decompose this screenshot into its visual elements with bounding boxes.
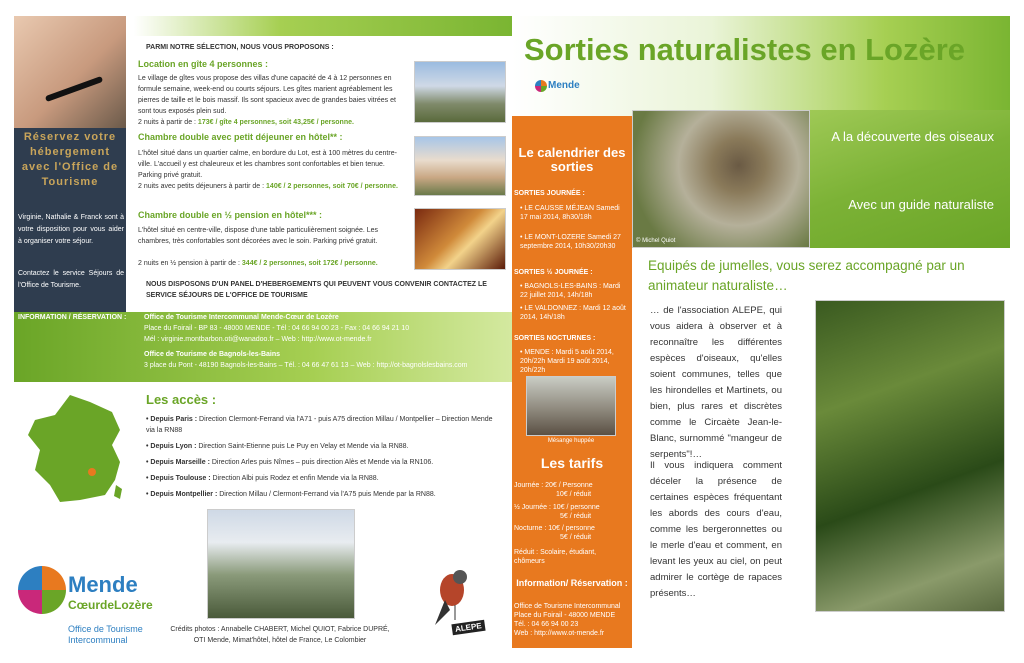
hotel2-photo (414, 136, 506, 196)
cal-journee: SORTIES JOURNÉE : (514, 190, 585, 197)
acces-item: • Depuis Toulouse : Direction Albi puis Rodez et enfin Mende via la RN88. (146, 475, 379, 482)
agent-photo (14, 16, 126, 128)
france-map (20, 390, 132, 510)
gite-photo (414, 61, 506, 123)
tarif-r1b: 10€ / réduit (556, 491, 592, 498)
selection-heading: PARMI NOTRE SÉLECTION, NOUS VOUS PROPOSONS : (146, 44, 334, 51)
gite-title: Location en gîte 4 personnes : (138, 59, 269, 69)
info-label: INFORMATION / RÉSERVATION : (18, 314, 127, 321)
hotel3-title: Chambre double en ½ pension en hôtel*** : (138, 210, 323, 220)
reserve-title: Réservez votre hébergement avec l'Office de Tourisme (21, 131, 119, 188)
tarif-reduit: Réduit : Scolaire, étudiant, chômeurs (514, 549, 597, 565)
alepe-label: ALEPE (451, 620, 485, 635)
tarif-i4: Web : http://www.ot-mende.fr (514, 630, 605, 637)
contact-text: Contactez le service Séjours de l'Office de Tourisme. (18, 270, 124, 289)
logo-coeur: CœurdeLozère (68, 598, 153, 612)
tarif-i2: Place du Foirail - 48000 MENDE (514, 612, 616, 619)
logo-icon (18, 566, 66, 614)
calendar-title: Le calendrier des sorties (518, 145, 626, 174)
acces-item: • Depuis Lyon : Direction Saint-Etienne puis Le Puy en Velay et Mende via la RN88. (146, 443, 409, 450)
logo-intercommunal: Intercommunal (68, 635, 128, 645)
small-logo-icon (535, 80, 547, 92)
cal-j1: • LE CAUSSE MÉJEAN Samedi 17 mai 2014, 8h30/18h (520, 205, 620, 221)
owl-photo (632, 110, 810, 248)
info-bar (14, 312, 512, 382)
info-mail: Mél : virginie.montbarbon.oti@wanadoo.fr – Web : http://www.ot-mende.fr (144, 336, 372, 343)
logo-mende: Mende (68, 572, 138, 597)
tarif-r1: Journée : 20€ / Personne (514, 482, 593, 489)
cal-d1: • BAGNOLS-LES-BAINS : Mardi 22 juillet 2014, 14h/18h (520, 283, 621, 299)
panel-note: NOUS DISPOSONS D'UN PANEL D'HEBERGEMENTS QUI PEUVENT VOUS CONVENIR CONTACTEZ LE SERVICE SÉJOURS DE L'OFFICE DE TOURISME (146, 281, 487, 299)
hotel2-title: Chambre double avec petit déjeuner en hôtel** : (138, 132, 343, 142)
gite-body: Le village de gîtes vous propose des villas d'une capacité de 4 à 12 personnes en formule semaine, week-end ou courts séjours. Les gîtes marient agréablement les pierres de taille et le bois massif. Ils sont spacieux avec de grandes baies vitrées et sont tous exposés plein sud. 2 nuits à partir de : 173€ / gîte 4 personnes, soit 43,25€ / personne. (138, 75, 396, 126)
lead-text: Equipés de jumelles, vous serez accompagné par un animateur naturaliste… (648, 258, 965, 293)
body-p1: … de l'association ALEPE, qui vous aidera à observer et à reconnaître les différentes espèces d'oiseaux, qu'elles soient communes, telles que les hirondelles et Martinets, ou bien, plus rares et discrètes comme le Circaète Jean-le-Blanc, surnommé "mangeur de serpents"!… (650, 305, 782, 460)
tagline-guide: Avec un guide naturaliste (848, 197, 994, 212)
tarif-r2b: 5€ / réduit (560, 513, 592, 520)
hotel3-photo (414, 208, 506, 270)
cal-j2: • LE MONT-LOZERE Samedi 27 septembre 2014, 10h30/20h30 (520, 234, 621, 250)
acces-item: • Depuis Marseille : Direction Arles puis Nîmes – puis direction Alès et Mende via la RN106. (146, 459, 434, 466)
tarif-i1: Office de Tourisme Intercommunal (514, 603, 621, 610)
reserve-text: Virginie, Nathalie & Franck sont à votre disposition pour vous aider à organiser votre séjour. (18, 214, 124, 245)
info-addr1: Place du Foirail - BP 83 - 48000 MENDE - Tél : 04 66 94 00 23 - Fax : 04 66 94 21 10 (144, 325, 410, 332)
mende-marker-icon (88, 468, 96, 476)
tarif-i3: Tél. : 04 66 94 00 23 (514, 621, 579, 628)
cal-noct: SORTIES NOCTURNES : (514, 335, 596, 342)
tarif-info-title: Information/ Réservation : (516, 578, 628, 588)
cal-demi: SORTIES ½ JOURNÉE : (514, 269, 593, 276)
tarif-r3b: 5€ / réduit (560, 534, 592, 541)
tagline-oiseaux: A la découverte des oiseaux (831, 129, 994, 144)
acces-list (146, 414, 498, 505)
hotel3-body: L'hôtel situé en centre-ville, dispose d'une table particulièrement soignée. Les chambres, très confortables sont décorées avec le soin. Parking privé gratuit. 2 nuits en ½ pension à partir de : 344€ / 2 personnes, soit 172€ / personne. (138, 227, 379, 267)
info-org1: Office de Tourisme Intercommunal Mende-Cœur de Lozère (144, 314, 339, 321)
top-bar (126, 16, 512, 36)
page-title: Sorties naturalistes en Lozère (524, 32, 966, 67)
tarifs-title: Les tarifs (540, 455, 604, 471)
hotel2-body: L'hôtel situé dans un quartier calme, en bordure du Lot, est à 100 mètres du centre-ville. L'accueil y est chaleureux et les chambres sont confortables et bien tenue. Parking privé gratuit. 2 nuits avec petits déjeuners à partir de : 140€ / 2 personnes, soit 70€ / personne. (138, 150, 398, 190)
info-org2: Office de Tourisme de Bagnols-les-Bains (144, 351, 281, 358)
photo-credit: © Michel Quiot (636, 238, 676, 244)
bird-photo (526, 376, 616, 436)
cal-d2: • LE VALDONNEZ : Mardi 12 août 2014, 14h/18h (520, 305, 626, 321)
body-p2: Il vous indiquera comment déceler la présence de certaines espèces fréquentant les abords des cours d'eau, comme les bergeronnettes ou le merle d'eau et comment, en levant les yeux au ciel, on peut admirer le cortège de rapaces présents… (650, 460, 782, 599)
small-logo: Mende (548, 80, 580, 91)
landscape-photo (207, 509, 355, 619)
logo-office: Office de Tourisme (68, 624, 143, 634)
tarif-r2: ½ Journée : 10€ / personne (514, 504, 600, 511)
acces-item: • Depuis Montpellier : Direction Millau / Clermont-Ferrand via l'A75 puis Mende par la RN88. (146, 491, 436, 498)
hikers-photo (815, 300, 1005, 612)
acces-item: • Depuis Paris : Direction Clermont-Ferrand via l'A71 - puis A75 direction Millau / Montpellier – Direction Mende via la RN88 (146, 416, 493, 434)
acces-title: Les accès : (146, 392, 217, 407)
cal-n1: • MENDE : Mardi 5 août 2014, 20h/22h Mardi 19 août 2014, 20h/22h (520, 349, 614, 374)
photo-credits: Crédits photos : Annabelle CHABERT, Michel QUIOT, Fabrice DUPRÉ, OTI Mende, Mimat'hôtel, hôtel de France, Le Colombier (170, 626, 390, 644)
bird-caption: Mésange huppée (547, 438, 595, 444)
tarif-r3: Nocturne : 10€ / personne (514, 525, 595, 532)
info-addr2: 3 place du Pont - 48190 Bagnols-les-Bains – Tél. : 04 66 47 61 13 – Web : http://ot-bagnolslesbains.com (144, 362, 468, 369)
